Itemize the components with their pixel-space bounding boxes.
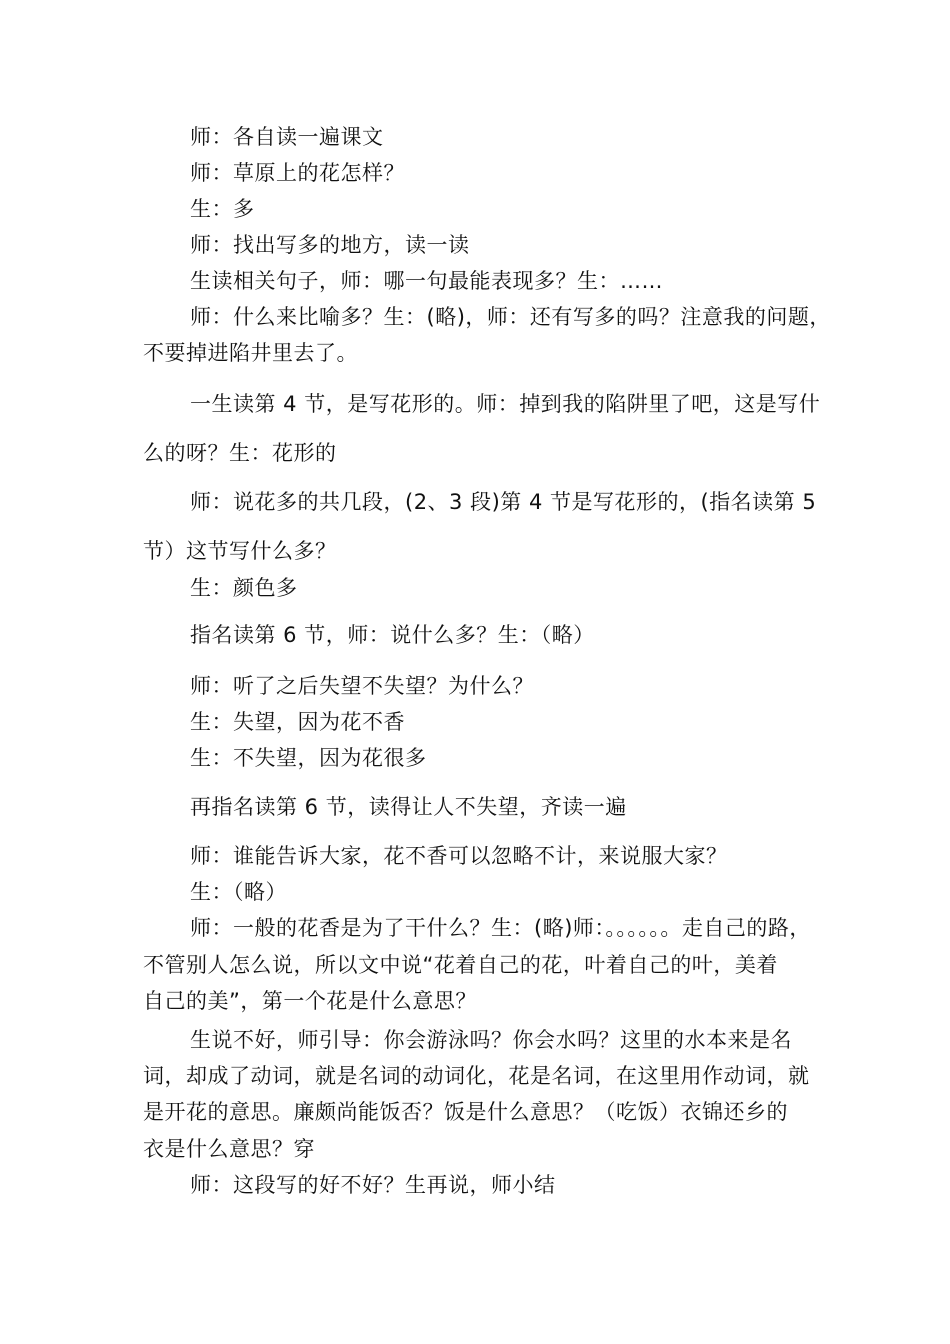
- text-line: 自己的美”，第一个花是什么意思？: [143, 989, 477, 1013]
- text-line: 不管别人怎么说，所以文中说“花着自己的花，叶着自己的叶，美着: [143, 953, 778, 977]
- text-line: 是开花的意思。廉颇尚能饭否？饭是什么意思？（吃饭）衣锦还乡的: [143, 1100, 788, 1124]
- text-line: 词，却成了动词，就是名词的动词化，花是名词，在这里用作动词，就: [143, 1064, 810, 1088]
- text-line: 生：多: [190, 197, 255, 221]
- text-line: 师：什么来比喻多？生：(略)，师：还有写多的吗？注意我的问题，: [190, 305, 831, 329]
- text-line: 生说不好，师引导：你会游泳吗？你会水吗？这里的水本来是名: [190, 1028, 792, 1052]
- text-line: 再指名读第 6 节，读得让人不失望，齐读一遍: [190, 795, 627, 819]
- text-line: 一生读第 4 节，是写花形的。师：掉到我的陷阱里了吧，这是写什: [190, 392, 821, 416]
- text-line: 师：各自读一遍课文: [190, 125, 384, 149]
- text-line: 生：（略）: [190, 880, 287, 904]
- text-line: 指名读第 6 节，师：说什么多？生：（略）: [190, 623, 595, 647]
- text-line: 不要掉进陷井里去了。: [143, 341, 358, 365]
- text-line: 么的呀？生：花形的: [143, 441, 337, 465]
- text-line: 师：找出写多的地方，读一读: [190, 233, 470, 257]
- text-line: 师：一般的花香是为了干什么？生：(略)师：。。。。。。走自己的路，: [190, 916, 811, 940]
- text-line: 生：失望，因为花不香: [190, 710, 405, 734]
- text-line: 节）这节写什么多？: [143, 539, 337, 563]
- text-line: 师：说花多的共几段，(2、3 段)第 4 节是写花形的，(指名读第 5: [190, 490, 817, 514]
- text-line: 生：颜色多: [190, 576, 298, 600]
- text-line: 师：谁能告诉大家，花不香可以忽略不计，来说服大家？: [190, 844, 728, 868]
- text-line: 师：听了之后失望不失望？为什么？: [190, 674, 534, 698]
- text-line: 生：不失望，因为花很多: [190, 746, 427, 770]
- text-line: 生读相关句子，师：哪一句最能表现多？生：……: [190, 269, 663, 293]
- text-line: 衣是什么意思？穿: [143, 1137, 315, 1161]
- text-line: 师：这段写的好不好？生再说，师小结: [190, 1173, 556, 1197]
- text-line: 师：草原上的花怎样？: [190, 161, 405, 185]
